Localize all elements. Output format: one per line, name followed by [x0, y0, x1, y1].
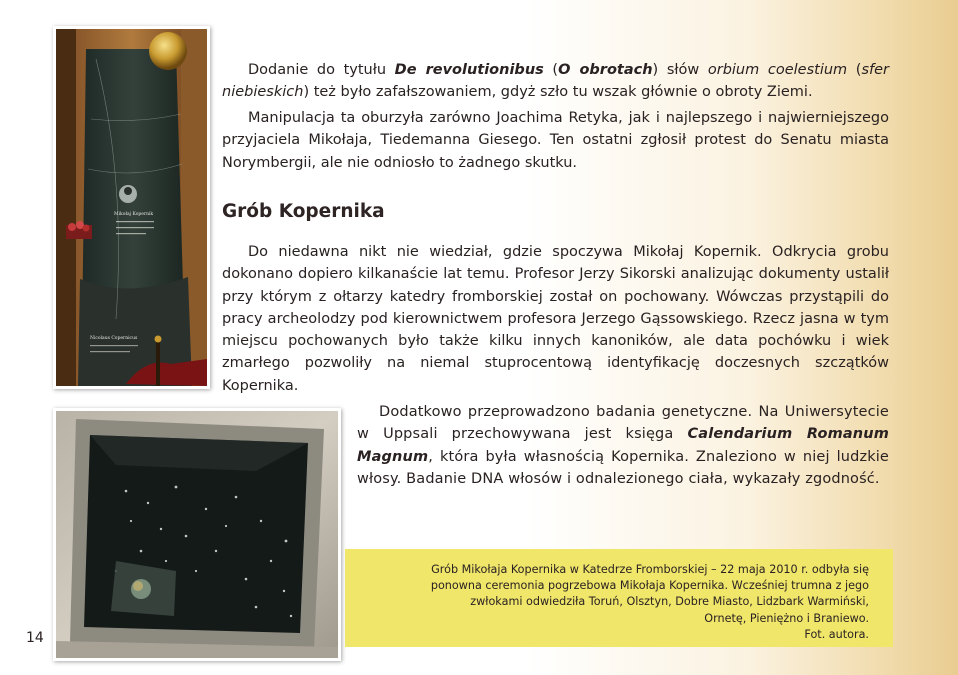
title-o-obrotach: O obrotach	[558, 62, 653, 78]
paragraph1-text: ) słów	[652, 62, 708, 78]
paragraph1-text: (	[847, 62, 862, 78]
paragraph1-text: (	[543, 62, 559, 78]
paragraph1-text: ) też było zafałszowaniem, gdyż szło tu wszak głównie o obroty Ziemi.	[303, 84, 813, 101]
title-de-revolutionibus: De revolutionibus	[394, 62, 544, 78]
grave-photo	[53, 408, 341, 661]
paragraph4-text: , która była własnością Kopernika. Znaleziono w niej ludzkie włosy. Badanie DNA włosów i odnalezionego ciała, wykazały zgodność.	[357, 448, 889, 487]
page-number: 14	[26, 630, 44, 646]
paragraph-title-falsification	[222, 59, 889, 104]
paragraph-grave-discovery: Do niedawna nikt nie wiedział, gdzie spoczywa Mikołaj Kopernik. Odkrycia grobu dokonano dopiero kilkanaście lat temu. Profesor Jerzy Sikorski analizując dokumenty ustalił przy którym z ołtarzy katedry fromborskiej został on pochowany. Wówczas przystąpili do pracy archeolodzy pod kierownictwem profesora Jerzego Gąssowskiego. Rzecz jasna w tym miejscu pochowanych było także kilku innych kanoników, ale data pochówku i wiek zmarłego pozwoliły na niemal stuprocentową identyfikację doczesnych szczątków Kopernika.	[222, 244, 889, 394]
monument-plaque-name: Mikołaj Kopernik	[114, 212, 154, 217]
paragraph1-text: Dodanie do tytułu	[248, 62, 395, 78]
phrase-sfer-niebieskich: sfer niebieskich	[222, 62, 889, 101]
paragraph-genetic-tests	[357, 401, 889, 490]
section-heading: Grób Kopernika	[222, 201, 385, 222]
title-calendarium-romanum-magnum: Calendarium Romanum Magnum	[357, 426, 889, 465]
caption-line: ponowna ceremonia pogrzebowa Mikołaja Kopernika. Wcześniej trumna z jego	[430, 579, 869, 593]
caption-line: Ornetę, Pieniężno i Braniewo.	[704, 611, 869, 625]
caption-photo-credit: Fot. autora.	[804, 627, 869, 641]
paragraph-manipulation: Manipulacja ta oburzyła zarówno Joachima Retyka, jak i najlepszego i najwierniejszego przyjaciela Mikołaja, Tiedemanna Giesego. Ten ostatni zgłosił protest do Senatu miasta Norymbergii, ale nie odniosło to żadnego skutku.	[222, 110, 889, 171]
photo-caption	[345, 549, 893, 647]
grave-photo-image	[56, 411, 338, 658]
monument-photo	[53, 26, 210, 389]
monument-lower-plaque-name: Nicolaus Copernicus	[90, 336, 138, 341]
caption-line: Grób Mikołaja Kopernika w Katedrze Fromborskiej – 22 maja 2010 r. odbyła się	[431, 563, 869, 576]
paragraph4-text: Dodatkowo przeprowadzono badania genetyczne. Na Uniwersytecie w Uppsali przechowywana jest księga	[357, 404, 889, 443]
phrase-orbium-coelestium: orbium coelestium	[707, 62, 848, 78]
caption-line: zwłokami odwiedziła Toruń, Olsztyn, Dobre Miasto, Lidzbark Warmiński,	[470, 595, 869, 609]
monument-photo-image	[56, 29, 207, 386]
